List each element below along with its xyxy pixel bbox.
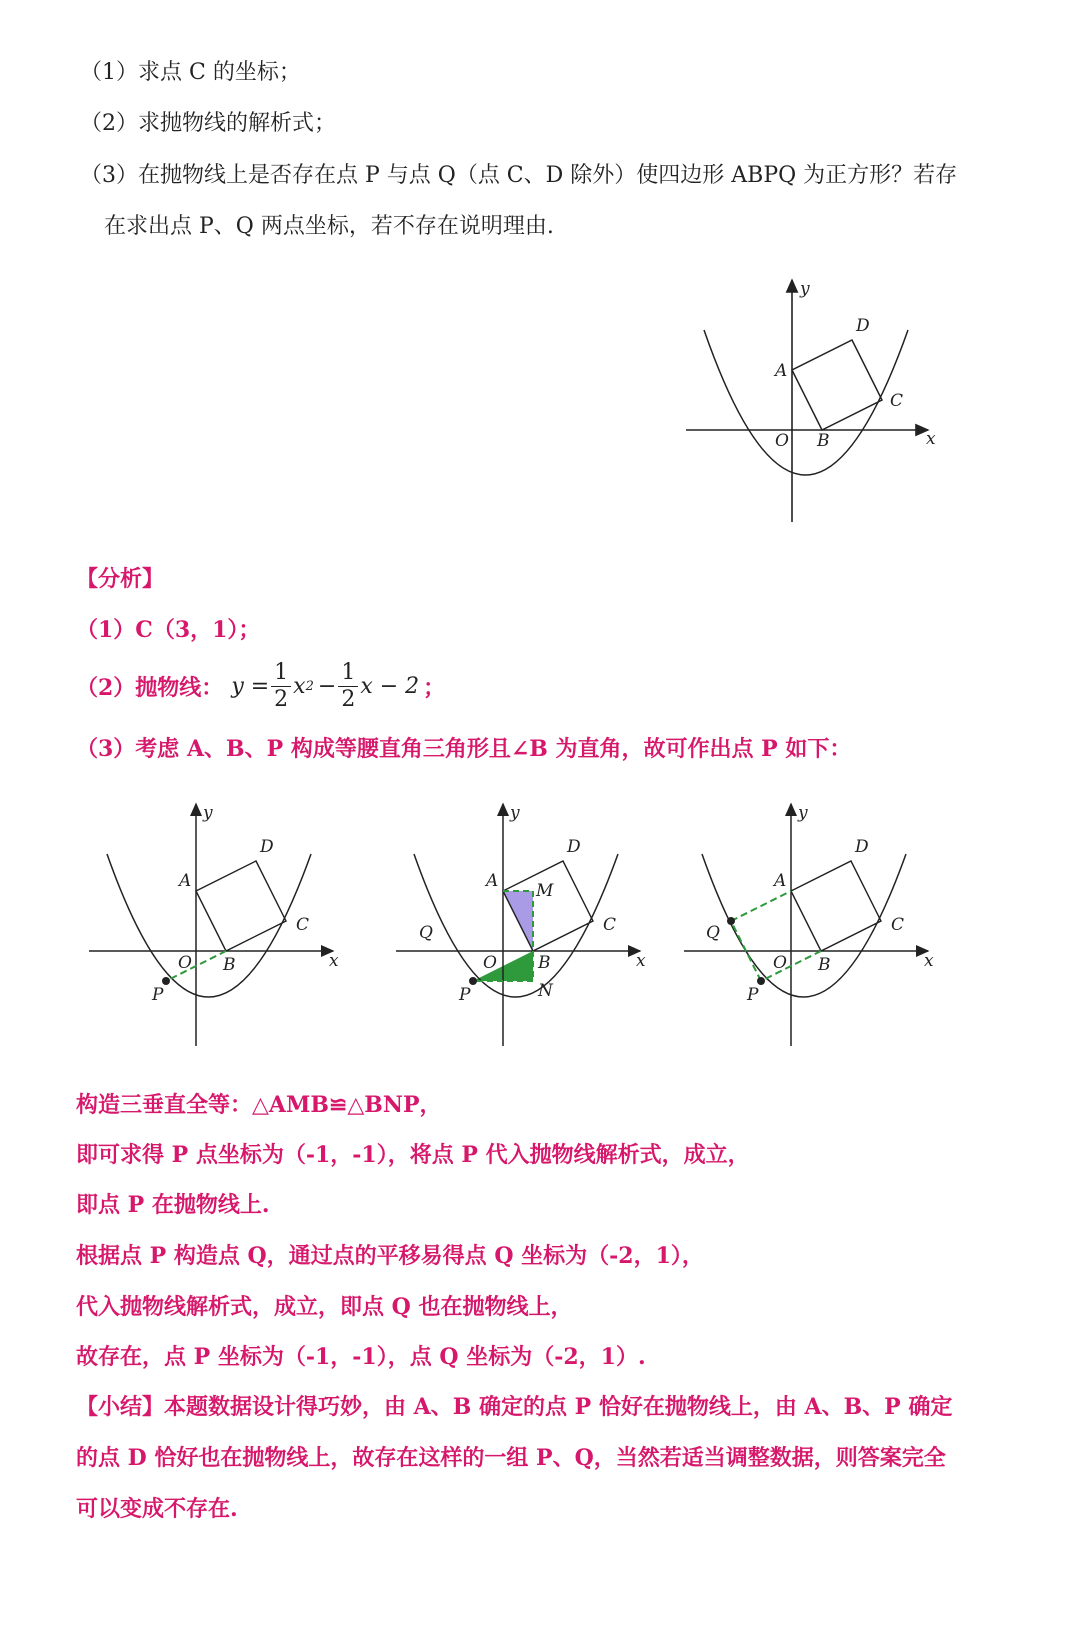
solution-5: 代入抛物线解析式，成立，即点 Q 也在抛物线上， (76, 1294, 573, 1320)
svg-text:y: y (203, 803, 213, 823)
label-x: x (926, 429, 936, 449)
label-O: O (775, 431, 789, 451)
svg-text:P: P (459, 985, 471, 1005)
analysis-2-prefix: （2）抛物线： (76, 675, 224, 701)
svg-text:M: M (536, 881, 554, 901)
solution-4: 根据点 P 构造点 Q，通过点的平移易得点 Q 坐标为（-2，1）， (76, 1243, 704, 1269)
label-D: D (856, 316, 870, 336)
solution-1: 构造三垂直全等：△AMB≌△BNP， (76, 1092, 442, 1118)
svg-text:A: A (774, 871, 787, 891)
summary-line-3: 可以变成不存在. (76, 1496, 238, 1522)
svg-text:C: C (603, 915, 617, 935)
svg-text:C: C (296, 915, 310, 935)
analysis-1: （1）C（3，1）； (76, 617, 261, 643)
svg-text:y: y (510, 803, 520, 823)
svg-text:A: A (486, 871, 499, 891)
svg-text:O: O (483, 953, 497, 973)
svg-text:B: B (223, 955, 236, 975)
svg-text:B: B (818, 955, 831, 975)
svg-text:D: D (260, 837, 274, 857)
diagram-3 (680, 800, 945, 1050)
svg-text:C: C (891, 915, 905, 935)
formula-minus: − (317, 674, 337, 699)
svg-text:D: D (567, 837, 581, 857)
formula-x2: x (293, 674, 306, 699)
summary-line-1: 【小结】本题数据设计得巧妙，由 A、B 确定的点 P 恰好在抛物线上，由 A、B、P 确定 (76, 1394, 953, 1420)
question-3-line-1: （3）在抛物线上是否存在点 P 与点 Q（点 C、D 除外）使四边形 ABPQ 为正方形？若存 (80, 163, 958, 188)
label-B: B (817, 431, 830, 451)
svg-text:x: x (329, 951, 339, 971)
formula-exponent: 2 (305, 679, 314, 694)
svg-text:N: N (538, 981, 553, 1001)
question-2: （2）求抛物线的解析式； (80, 111, 336, 136)
analysis-heading: 【分析】 (76, 566, 165, 592)
diagram-1 (85, 800, 350, 1050)
point-p (162, 977, 170, 985)
svg-text:P: P (152, 985, 164, 1005)
label-y: y (800, 279, 810, 299)
svg-text:x: x (636, 951, 646, 971)
fraction-1: $\frac{1}{2}$ (271, 660, 291, 713)
square-abcd (792, 340, 882, 430)
question-3-line-2: 在求出点 P、Q 两点坐标，若不存在说明理由. (104, 214, 554, 239)
svg-text:D: D (855, 837, 869, 857)
analysis-2-suffix: ； (423, 675, 446, 701)
svg-text:P: P (747, 985, 759, 1005)
analysis-3: （3）考虑 A、B、P 构成等腰直角三角形且∠B 为直角，故可作出点 P 如下： (76, 736, 852, 762)
solution-2: 即可求得 P 点坐标为（-1，-1），将点 P 代入抛物线解析式，成立， (76, 1142, 750, 1168)
diagram-2 (392, 800, 657, 1050)
main-diagram (680, 272, 950, 532)
summary-line-2: 的点 D 恰好也在抛物线上，故存在这样的一组 P、Q，当然若适当调整数据，则答案完全 (76, 1445, 946, 1471)
svg-text:Q: Q (706, 923, 720, 943)
fraction-2: $\frac{1}{2}$ (338, 660, 358, 713)
svg-text:O: O (773, 953, 787, 973)
svg-text:x: x (924, 951, 934, 971)
label-C: C (890, 391, 904, 411)
svg-text:Q: Q (419, 923, 433, 943)
analysis-2 (76, 660, 445, 713)
svg-text:B: B (538, 953, 551, 973)
formula (231, 660, 419, 713)
svg-text:O: O (178, 953, 192, 973)
solution-6: 故存在，点 P 坐标为（-1，-1），点 Q 坐标为（-2，1）. (76, 1344, 646, 1370)
formula-x-minus-2: x − 2 (360, 674, 420, 699)
svg-text:A: A (179, 871, 192, 891)
formula-y: y = (231, 674, 270, 699)
label-A: A (775, 361, 788, 381)
question-1: （1）求点 C 的坐标； (80, 60, 301, 85)
svg-text:y: y (798, 803, 808, 823)
solution-3: 即点 P 在抛物线上. (76, 1192, 270, 1218)
